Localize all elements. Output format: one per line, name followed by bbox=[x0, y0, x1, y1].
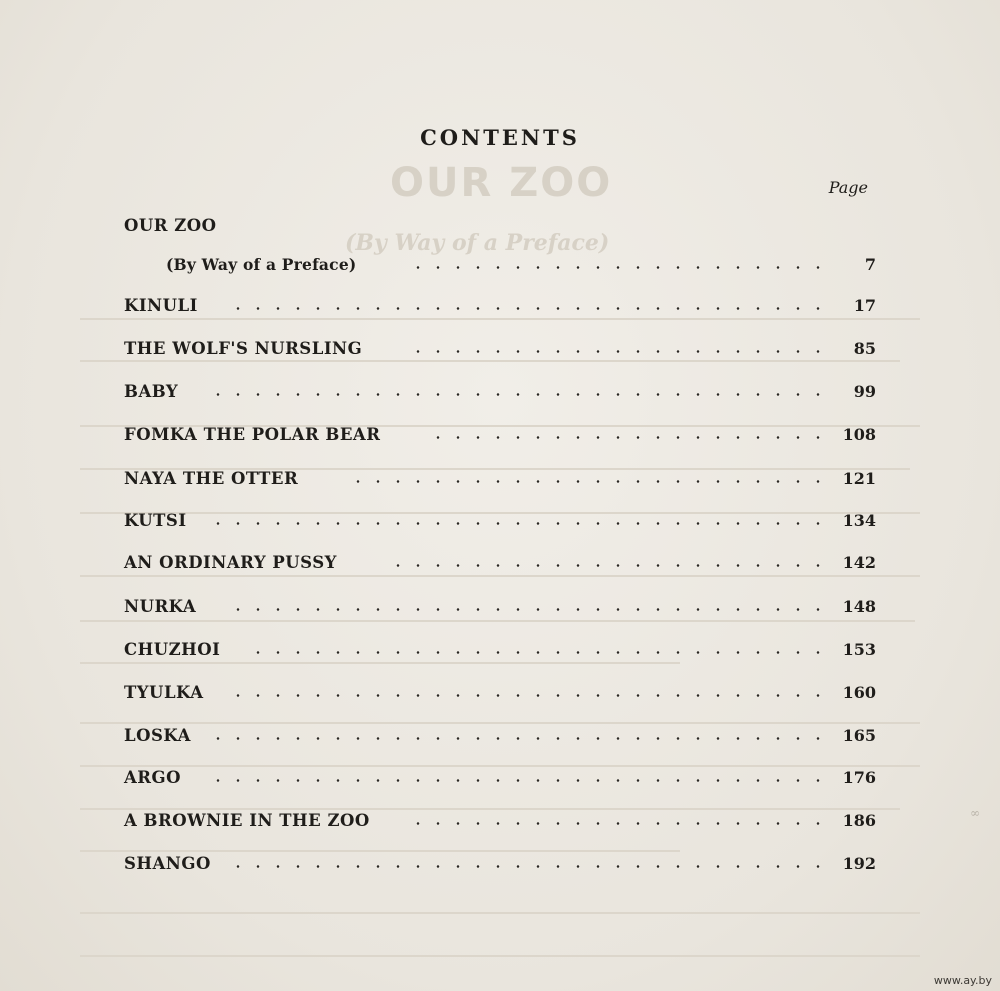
leader-dots bbox=[204, 522, 828, 525]
toc-entry-page: 142 bbox=[842, 553, 876, 572]
leader-dots bbox=[354, 480, 828, 483]
toc-entry bbox=[124, 334, 876, 358]
toc-entry-title: FOMKA THE POLAR BEAR bbox=[124, 425, 381, 444]
leader-dots bbox=[224, 307, 828, 310]
page-column-label: Page bbox=[828, 178, 868, 197]
leader-dots bbox=[214, 737, 828, 740]
leader-dots bbox=[224, 608, 828, 611]
toc-entry bbox=[124, 635, 876, 659]
toc-entry-page: 108 bbox=[842, 425, 876, 444]
toc-entry-page: 134 bbox=[842, 511, 876, 530]
toc-entry-page: 165 bbox=[842, 726, 876, 745]
watermark: www.ay.by bbox=[933, 974, 992, 987]
book-page: OUR ZOO (By Way of a Preface) CONTENTS Page OUR ZOO (By Way of a Preface) 7 KINULI 17 THE WOLF'S NURSLING 85 BABY 99 FOMKA THE POLAR BEAR 108 NAYA THE OTTER 121 KUTSI 134 AN ORDINARY PUSSY 142 NURKA 148 CHUZHOI 153 TYULKA 160 LOSKA 165 ARGO 176 A BROWNIE IN THE ZOO 186 SHANGO 192 ∞ www.ay.by bbox=[0, 0, 1000, 991]
toc-entry-title: NAYA THE OTTER bbox=[124, 469, 299, 488]
toc-entry bbox=[124, 592, 876, 616]
toc-entry-title: (By Way of a Preface) bbox=[166, 255, 357, 274]
toc-entry bbox=[124, 721, 876, 745]
toc-entry bbox=[124, 849, 876, 873]
toc-entry bbox=[124, 678, 876, 702]
toc-entry-title: BABY bbox=[124, 382, 179, 401]
toc-entry bbox=[124, 420, 876, 444]
leader-dots bbox=[204, 779, 828, 782]
toc-entry-title: LOSKA bbox=[124, 726, 191, 745]
leader-dots bbox=[404, 266, 828, 269]
toc-entry bbox=[124, 464, 876, 488]
toc-entry-page: 192 bbox=[842, 854, 876, 873]
toc-entry-title: AN ORDINARY PUSSY bbox=[124, 553, 337, 572]
toc-entry-title: NURKA bbox=[124, 597, 197, 616]
toc-entry-page: 99 bbox=[853, 382, 876, 401]
toc-entry-title: KINULI bbox=[124, 296, 198, 315]
leader-dots bbox=[394, 564, 828, 567]
leader-dots bbox=[234, 694, 828, 697]
toc-entry-page: 121 bbox=[842, 469, 876, 488]
toc-entry-page: 7 bbox=[864, 255, 876, 274]
toc-entry-page: 153 bbox=[842, 640, 876, 659]
toc-entry-page: 85 bbox=[853, 339, 876, 358]
toc-entry-title: OUR ZOO bbox=[124, 216, 217, 235]
leader-dots bbox=[404, 822, 828, 825]
toc-entry-title: ARGO bbox=[124, 768, 181, 787]
leader-dots bbox=[244, 651, 828, 654]
toc-entry-title: A BROWNIE IN THE ZOO bbox=[124, 811, 370, 830]
toc-entry-title: SHANGO bbox=[124, 854, 211, 873]
toc-entry bbox=[124, 377, 876, 401]
toc-entry-page: 148 bbox=[842, 597, 876, 616]
toc-entry bbox=[124, 250, 876, 274]
toc-entry-page: 17 bbox=[853, 296, 876, 315]
toc-entry-title: THE WOLF'S NURSLING bbox=[124, 339, 363, 358]
toc-entry bbox=[124, 548, 876, 572]
toc-entry-page: 186 bbox=[842, 811, 876, 830]
leader-dots bbox=[434, 436, 828, 439]
toc-entry bbox=[124, 211, 876, 235]
leader-dots bbox=[204, 393, 828, 396]
leader-dots bbox=[234, 865, 828, 868]
pencil-mark: ∞ bbox=[970, 806, 980, 820]
contents-title: CONTENTS bbox=[420, 125, 580, 150]
toc-entry bbox=[124, 806, 876, 830]
toc-entry-page: 160 bbox=[842, 683, 876, 702]
toc-entry bbox=[124, 291, 876, 315]
toc-entry bbox=[124, 506, 876, 530]
toc-entry-title: KUTSI bbox=[124, 511, 187, 530]
toc-entry-page: 176 bbox=[842, 768, 876, 787]
toc-entry-title: CHUZHOI bbox=[124, 640, 221, 659]
leader-dots bbox=[404, 350, 828, 353]
toc-entry bbox=[124, 763, 876, 787]
toc-entry-title: TYULKA bbox=[124, 683, 204, 702]
